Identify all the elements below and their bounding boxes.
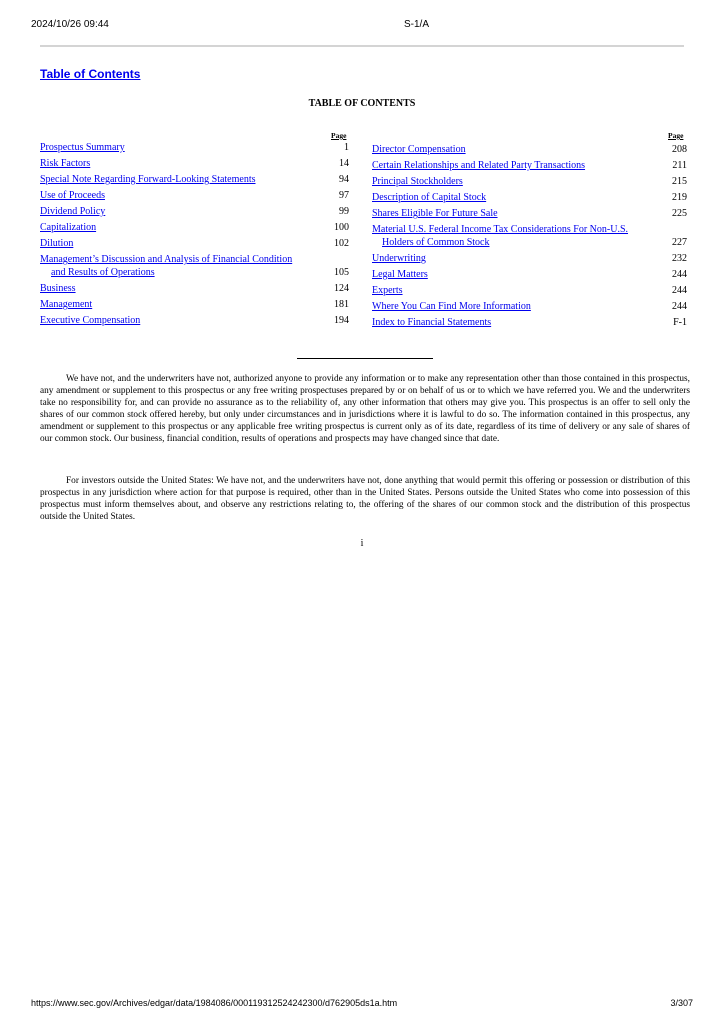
toc-entry-more-information[interactable]: Where You Can Find More Information: [372, 301, 531, 312]
toc-entry-capital-stock[interactable]: Description of Capital Stock: [372, 192, 487, 203]
print-datetime: 2024/10/26 09:44: [31, 19, 109, 30]
toc-page-number: 225: [672, 208, 687, 219]
left-page-column-header: Page: [331, 131, 347, 140]
disclaimer-paragraph: We have not, and the underwriters have not, authorized anyone to provide any information or to make any representation other than those contained in this prospectus, any amendment or supplement to this prospectus or any free writing prospectuses prepared by or on behalf of us or to which we have referred you. We and the underwriters take no responsibility for, and can provide no assurance as to the reliability of, any other information that others may give you. This prospectus is an offer to sell only the shares of our common stock offered hereby, but only under circumstances and in jurisdictions where it is lawful to do so. The information contained in this prospectus, any amendment or supplement to this prospectus or any applicable free writing prospectus is current only as of its date, regardless of its time of delivery or any sale of shares of our common stock. Our business, financial condition, results of operations and prospects may have changed since that date.: [40, 374, 690, 445]
toc-page-number: 194: [334, 315, 349, 326]
toc-entry-shares-eligible[interactable]: Shares Eligible For Future Sale: [372, 208, 498, 219]
print-doc-title: S-1/A: [404, 19, 430, 30]
toc-entry-legal-matters[interactable]: Legal Matters: [372, 269, 428, 280]
toc-page-number: 102: [334, 238, 349, 249]
print-url: https://www.sec.gov/Archives/edgar/data/1984086/000119312524242300/d762905ds1a.htm: [31, 998, 398, 1008]
toc-page-number: 244: [672, 285, 687, 296]
toc-page-number: 124: [334, 283, 349, 294]
toc-entry-executive-compensation[interactable]: Executive Compensation: [40, 315, 141, 326]
toc-entry-mdna-continued[interactable]: and Results of Operations: [51, 267, 155, 278]
toc-entry-financial-statements-index[interactable]: Index to Financial Statements: [372, 317, 492, 328]
toc-page-number: 14: [339, 158, 349, 169]
investors-outside-us-paragraph: For investors outside the United States: We have not, and the underwriters have not, done anything that would permit this offering or possession or distribution of this prospectus in any jurisdiction where action for that purpose is required, other than in the United States. Persons outside the United States who come into possession of this prospectus must inform themselves about, and observe any restrictions relating to, the offering of the shares of our common stock and the distribution of this prospectus outside the United States.: [40, 476, 690, 523]
toc-page-number: 99: [339, 206, 349, 217]
toc-page-number: 232: [672, 253, 687, 264]
toc-entry-forward-looking-statements[interactable]: Special Note Regarding Forward-Looking Statements: [40, 174, 256, 185]
toc-entry-director-compensation[interactable]: Director Compensation: [372, 144, 466, 155]
toc-entry-capitalization[interactable]: Capitalization: [40, 222, 97, 233]
toc-page-number: 244: [672, 301, 687, 312]
toc-entry-business[interactable]: Business: [40, 283, 76, 294]
toc-page-number: 181: [334, 299, 349, 310]
toc-entry-related-party-transactions[interactable]: Certain Relationships and Related Party Transactions: [372, 160, 586, 171]
toc-page-number: 208: [672, 144, 687, 155]
toc-entry-dilution[interactable]: Dilution: [40, 238, 74, 249]
toc-entry-experts[interactable]: Experts: [372, 285, 403, 296]
toc-entry-underwriting[interactable]: Underwriting: [372, 253, 426, 264]
print-page-count: 3/307: [670, 998, 693, 1008]
toc-page-number: 97: [339, 190, 349, 201]
toc-entry-prospectus-summary[interactable]: Prospectus Summary: [40, 142, 125, 153]
toc-page-number: 227: [672, 237, 687, 248]
toc-page-number: F-1: [673, 317, 687, 328]
toc-entry-dividend-policy[interactable]: Dividend Policy: [40, 206, 106, 217]
right-page-column-header: Page: [668, 131, 684, 140]
toc-entry-use-of-proceeds[interactable]: Use of Proceeds: [40, 190, 105, 201]
section-separator: [297, 358, 433, 359]
toc-page-number: 1: [344, 142, 349, 153]
toc-entry-management[interactable]: Management: [40, 299, 93, 310]
table-of-contents-link[interactable]: Table of Contents: [40, 67, 141, 81]
header-divider: [40, 45, 684, 47]
toc-heading: TABLE OF CONTENTS: [308, 98, 416, 109]
toc-entry-tax-considerations[interactable]: Material U.S. Federal Income Tax Considerations For Non-U.S.: [372, 224, 629, 235]
toc-entry-principal-stockholders[interactable]: Principal Stockholders: [372, 176, 463, 187]
toc-entry-mdna[interactable]: Management’s Discussion and Analysis of Financial Condition: [40, 254, 293, 265]
page-number: i: [360, 538, 364, 549]
toc-page-number: 211: [672, 160, 687, 171]
toc-entry-risk-factors[interactable]: Risk Factors: [40, 158, 91, 169]
toc-page-number: 215: [672, 176, 687, 187]
toc-page-number: 219: [672, 192, 687, 203]
toc-page-number: 100: [334, 222, 349, 233]
toc-page-number: 94: [339, 174, 349, 185]
toc-page-number: 105: [334, 267, 349, 278]
toc-entry-tax-considerations-continued[interactable]: Holders of Common Stock: [382, 237, 490, 248]
toc-page-number: 244: [672, 269, 687, 280]
